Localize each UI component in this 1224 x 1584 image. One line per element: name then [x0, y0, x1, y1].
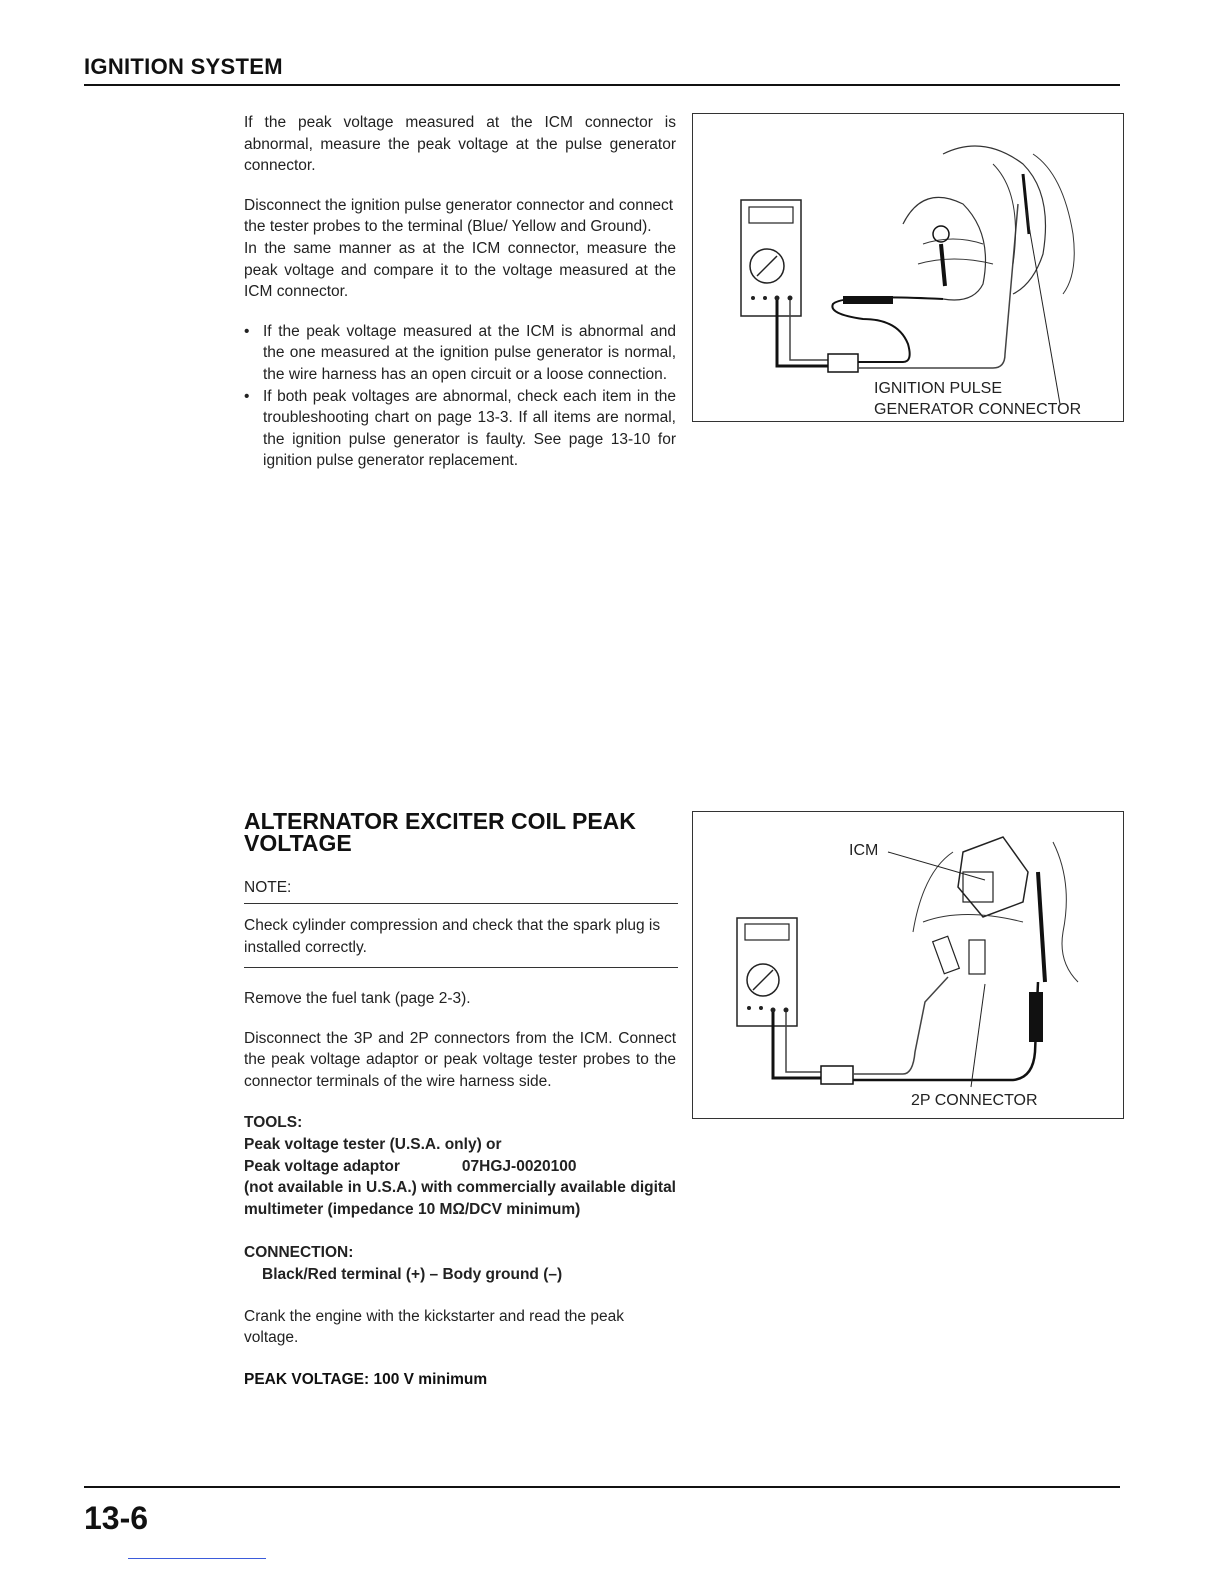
section-header-title: IGNITION SYSTEM [84, 54, 283, 79]
peak-voltage-label: PEAK VOLTAGE: [244, 1370, 370, 1388]
note-rule-bottom [244, 967, 678, 968]
tools-line-2 [244, 1156, 676, 1178]
figure1-label-line1: IGNITION PULSE [874, 380, 1003, 397]
figure-exciter-coil [692, 811, 1124, 1119]
procedure-block [244, 988, 676, 1390]
page-number: 13-6 [84, 1500, 149, 1536]
ignition-pulse-diagram [693, 114, 1123, 421]
section-heading [244, 810, 684, 854]
bullet-item: • If the peak voltage measured at the ICM is abnormal and the one measured at the ignition pulse generator is normal, the wire harness has an open circuit or a loose connection. [244, 321, 676, 386]
footer-divider [84, 1486, 1120, 1488]
intro-text-block [244, 112, 676, 472]
bullet-item: • If both peak voltages are abnormal, check each item in the troubleshooting chart on page 13-3. If all items are normal, the ignition pulse generator is faulty. See page 13-10 for ignition pulse generator replacement. [244, 386, 676, 472]
section-heading-line1: ALTERNATOR EXCITER COIL PEAK [244, 808, 636, 834]
tool-code: 07HGJ-0020100 [461, 1157, 577, 1175]
intro-paragraph-2a: Disconnect the ignition pulse generator connector and connect the tester probes to the terminal (Blue/ Yellow and Ground). [244, 196, 674, 236]
figure1-label-line2: GENERATOR CONNECTOR [874, 401, 1082, 418]
figure-ignition-pulse-generator [692, 113, 1124, 422]
tools-label: TOOLS: [244, 1114, 303, 1132]
tools-line-1: Peak voltage tester (U.S.A. only) or [244, 1135, 502, 1153]
connection-text: Black/Red terminal (+) – Body ground (–) [262, 1265, 563, 1283]
tools-block [244, 1112, 676, 1220]
tool-name: Peak voltage adaptor [244, 1157, 400, 1175]
figure2-label-icm: ICM [849, 842, 879, 859]
peak-voltage-spec [244, 1369, 676, 1391]
note-text: Check cylinder compression and check that the spark plug is installed correctly. [244, 917, 661, 956]
connection-label: CONNECTION: [244, 1244, 354, 1262]
tools-line-3: (not available in U.S.A.) with commercially available digital multimeter (impedance 10 MΩ/DCV minimum) [244, 1179, 676, 1218]
step-disconnect-connectors: Disconnect the 3P and 2P connectors from the ICM. Connect the peak voltage adaptor or peak voltage tester probes to the connector terminals of the wire harness side. [244, 1029, 676, 1090]
exciter-coil-diagram [693, 812, 1123, 1118]
connection-block [244, 1242, 676, 1285]
figure2-label-connector: 2P CONNECTOR [911, 1092, 1038, 1109]
note-rule-top [244, 903, 678, 904]
intro-bullet-list [244, 321, 676, 472]
note-label: NOTE: [244, 879, 292, 896]
step-remove-fuel-tank: Remove the fuel tank (page 2-3). [244, 990, 471, 1007]
header-divider [84, 84, 1120, 86]
peak-voltage-value: 100 V minimum [373, 1370, 488, 1388]
intro-paragraph-2b: In the same manner as at the ICM connector, measure the peak voltage and compare it to the voltage measured at the ICM connector. [244, 239, 676, 301]
intro-paragraph-1: If the peak voltage measured at the ICM connector is abnormal, measure the peak voltage at the pulse generator connector. [244, 114, 676, 175]
footer-link-underline [128, 1558, 266, 1559]
step-crank-engine: Crank the engine with the kickstarter and read the peak voltage. [244, 1307, 624, 1347]
section-heading-line2: VOLTAGE [244, 830, 352, 856]
